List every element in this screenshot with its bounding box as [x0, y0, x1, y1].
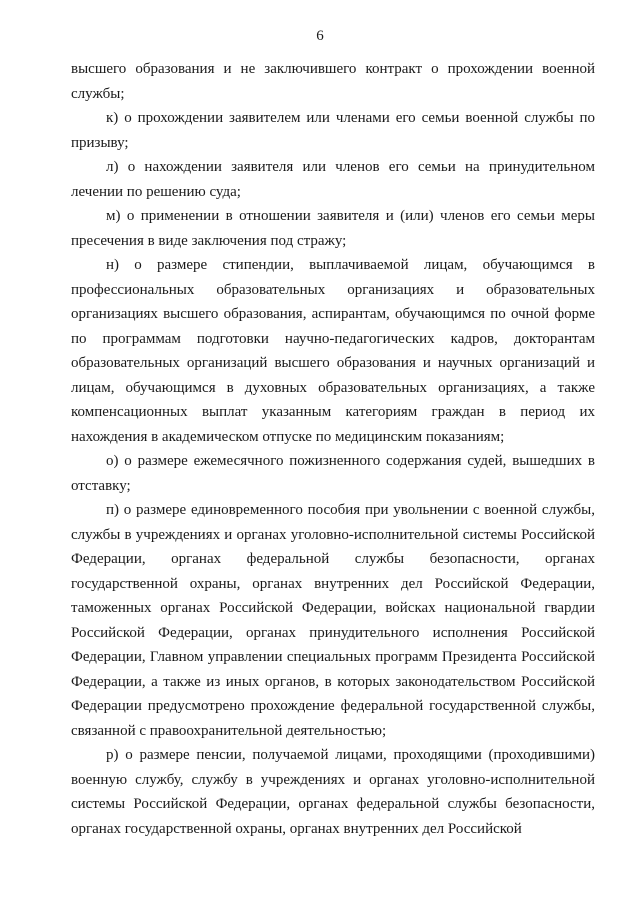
- paragraph-item-o: о) о размере ежемесячного пожизненного содержания судей, вышедших в отставку;: [71, 453, 595, 494]
- paragraph-item-n: н) о размере стипендии, выплачиваемой лицам, обучающимся в профессиональных образовательных организациях и образовательных организациях высшего образования, аспирантам, обучающимся по очной форме по программам подготовки научно-педагогических кадров, докторантам образовательных организаций высшего образования и научных организаций и лицам, обучающимся в духовных образовательных организациях, а также компенсационных выплат указанным категориям граждан в период их нахождения в академическом отпуске по медицинским показаниям;: [71, 257, 595, 445]
- paragraph-item-l: л) о нахождении заявителя или членов его семьи на принудительном лечении по решению суда;: [71, 159, 595, 200]
- paragraph-item-m: м) о применении в отношении заявителя и (или) членов его семьи меры пресечения в виде заключения под стражу;: [71, 208, 595, 249]
- paragraph-item-r: р) о размере пенсии, получаемой лицами, проходящими (проходившими) военную службу, службу в учреждениях и органах уголовно-исполнительной системы Российской Федерации, органах федеральной службы безопасности, органах государственной охраны, органах внутренних дел Российской: [71, 747, 595, 837]
- page-number: 6: [316, 28, 324, 44]
- paragraph-item-p: п) о размере единовременного пособия при увольнении с военной службы, службы в учреждениях и органах уголовно-исполнительной системы Российской Федерации, органах федеральной службы безопасности, органах государственной охраны, органах внутренних дел Российской Федерации, таможенных органах Российской Федерации, войсках национальной гвардии Российской Федерации, органах принудительного исполнения Российской Федерации, Главном управлении специальных программ Президента Российской Федерации, а также из иных органов, в которых законодательством Российской Федерации предусмотрено прохождение федеральной государственной службы, связанной с правоохранительной деятельностью;: [71, 502, 595, 739]
- paragraph-continuation: высшего образования и не заключившего контракт о прохождении военной службы;: [71, 61, 595, 102]
- paragraph-item-k: к) о прохождении заявителем или членами его семьи военной службы по призыву;: [71, 110, 595, 151]
- document-body: [71, 57, 595, 841]
